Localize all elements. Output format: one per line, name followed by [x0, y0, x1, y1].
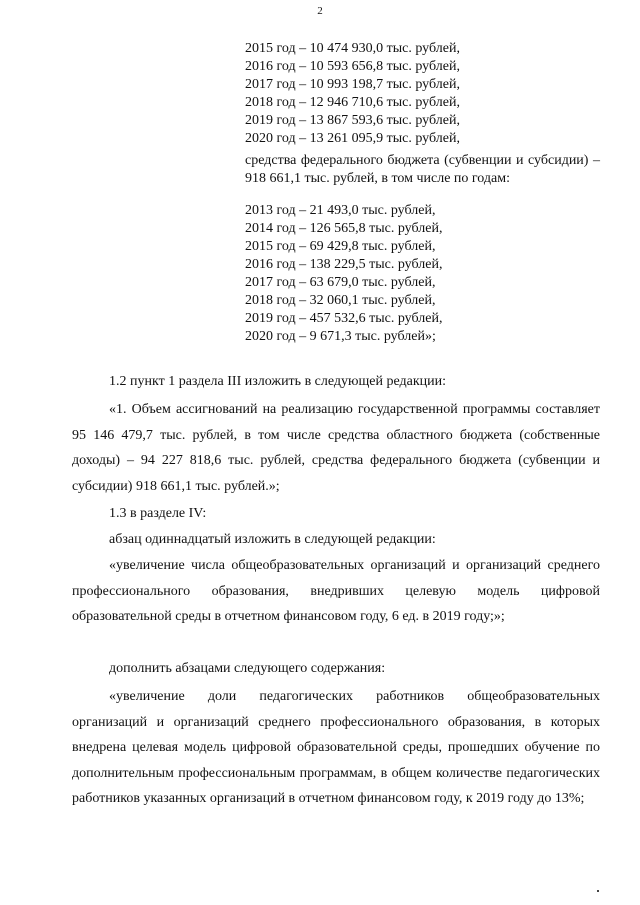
federal-budget-years-list [245, 202, 600, 346]
paragraph-item-1-3: 1.3 в разделе IV: [109, 506, 207, 521]
list-item: 2013 год – 21 493,0 тыс. рублей, [245, 203, 436, 218]
list-item: 2014 год – 126 565,8 тыс. рублей, [245, 221, 443, 236]
list-item: 2018 год – 32 060,1 тыс. рублей, [245, 293, 436, 308]
list-item: 2018 год – 12 946 710,6 тыс. рублей, [245, 95, 460, 110]
paragraph-quote-allocations: «1. Объем ассигнований на реализацию государственной программы составляет 95 146 479,7 тыс. рублей, в том числе средства областного бюджета (собственные доходы) – 94 227 818,6 тыс. рублей, средства федерального бюджета (субвенции и субсидии) 918 661,1 тыс. рублей.»; [72, 402, 600, 494]
list-item: 2016 год – 138 229,5 тыс. рублей, [245, 257, 443, 272]
list-item: 2015 год – 10 474 930,0 тыс. рублей, [245, 41, 460, 56]
list-item: 2020 год – 13 261 095,9 тыс. рублей, [245, 131, 460, 146]
paragraph-quote-organizations: «увеличение числа общеобразовательных организаций и организаций среднего профессионального образования, внедривших целевую модель цифровой образовательной среды в отчетном финансовом году, 6 ед. в 2019 году;»; [72, 558, 600, 624]
list-item: 2019 год – 457 532,6 тыс. рублей, [245, 311, 443, 326]
federal-funds-block [245, 152, 600, 188]
federal-funds-intro: средства федерального бюджета (субвенции и субсидии) – 918 661,1 тыс. рублей, в том числе по годам: [245, 153, 600, 186]
regional-budget-years-list [245, 40, 600, 148]
list-item: 2017 год – 63 679,0 тыс. рублей, [245, 275, 436, 290]
list-item: 2020 год – 9 671,3 тыс. рублей»; [245, 329, 436, 344]
paragraph-add-abzacs: дополнить абзацами следующего содержания: [109, 661, 386, 676]
paragraph-item-1-2: 1.2 пункт 1 раздела III изложить в следующей редакции: [109, 374, 447, 389]
list-item: 2017 год – 10 993 198,7 тыс. рублей, [245, 77, 460, 92]
paragraph-quote-teachers: «увеличение доли педагогических работников общеобразовательных организаций и организаций среднего профессионального образования, в которых внедрена целевая модель цифровой образовательной среды, прошедших обучение по дополнительным профессиональным программам, в общем количестве педагогических работников указанных организаций в отчетном финансовом году, к 2019 году до 13%; [72, 689, 600, 806]
list-item: 2015 год – 69 429,8 тыс. рублей, [245, 239, 436, 254]
list-item: 2019 год – 13 867 593,6 тыс. рублей, [245, 113, 460, 128]
page-number: 2 [317, 5, 323, 17]
paragraph-abzac-11: абзац одиннадцатый изложить в следующей редакции: [109, 532, 436, 547]
scan-speck [597, 890, 599, 892]
list-item: 2016 год – 10 593 656,8 тыс. рублей, [245, 59, 460, 74]
